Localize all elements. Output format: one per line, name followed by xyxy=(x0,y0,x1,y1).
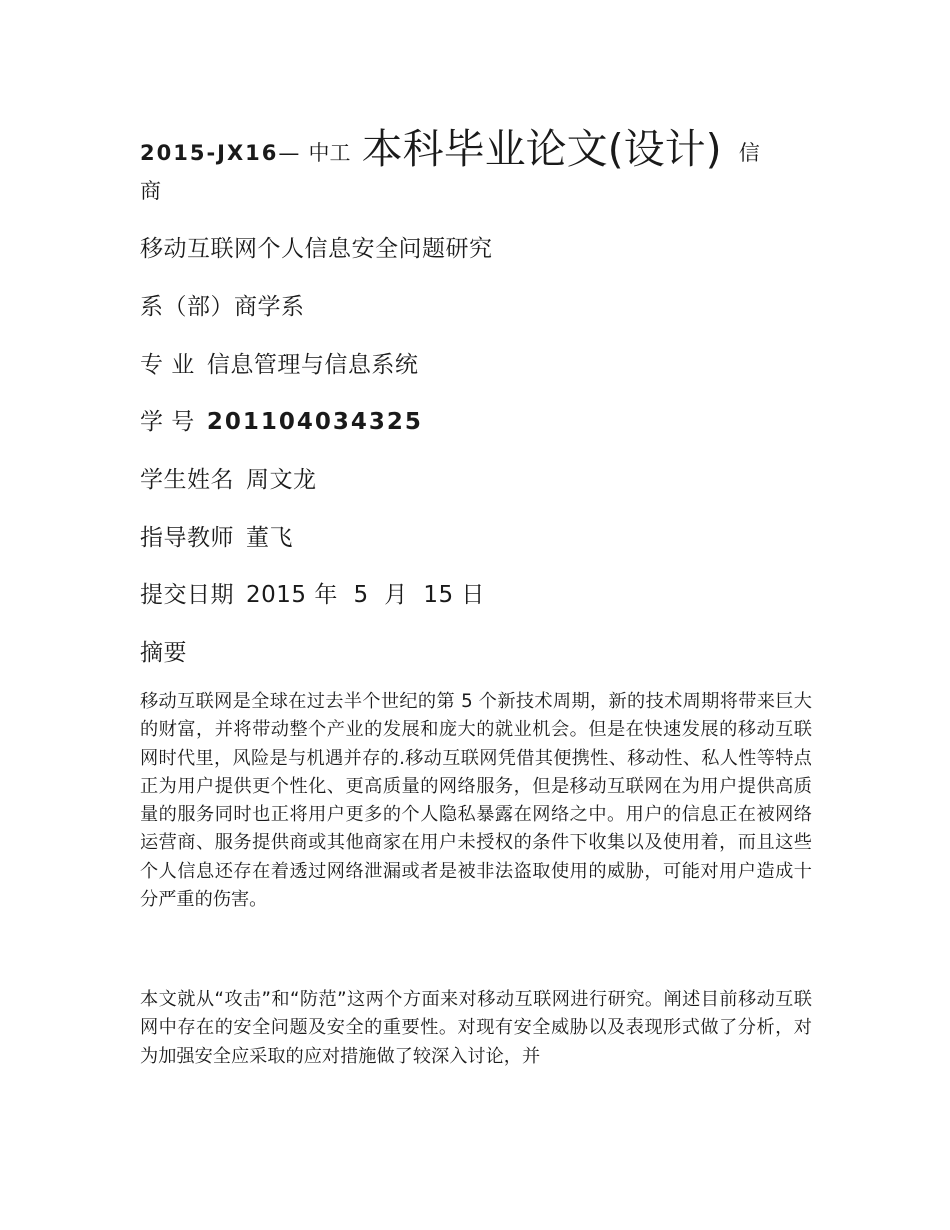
major-value: 信息管理与信息系统 xyxy=(206,352,419,378)
cover-title-line xyxy=(140,116,820,175)
title-prefix: 中工 xyxy=(308,141,351,165)
student-name-label: 学生姓名 xyxy=(140,467,234,493)
student-number-value: 201104034325 xyxy=(206,409,423,435)
advisor-label: 指导教师 xyxy=(140,525,234,551)
student-name-row xyxy=(140,461,317,494)
department-row xyxy=(140,288,305,321)
title-suffix: 信 xyxy=(738,141,760,165)
title-suffix-wrap: 商 xyxy=(140,179,161,203)
advisor-value: 董飞 xyxy=(246,525,293,551)
thesis-title: 移动互联网个人信息安全问题研究 xyxy=(140,236,493,262)
submit-date-label: 提交日期 xyxy=(140,582,234,608)
major-label: 专 业 xyxy=(140,352,195,378)
submit-date-row xyxy=(140,576,485,609)
department-value: 商学系 xyxy=(234,294,305,320)
student-number-row xyxy=(140,403,423,436)
abstract-paragraph-1: 移动互联网是全球在过去半个世纪的第 5 个新技术周期，新的技术周期将带来巨大的财富，并将带动整个产业的发展和庞大的就业机会。但是在快速发展的移动互联网时代里，风险是与机遇并存的.移动互联网凭借其便携性、移动性、私人性等特点正为用户提供更个性化、更高质量的网络服务，但是移动互联网在为用户提供高质量的服务同时也正将用户更多的个人隐私暴露在网络之中。用户的信息正在被网络运营商、服务提供商或其他商家在用户未授权的条件下收集以及使用着，而且这些个人信息还存在着透过网络泄漏或者是被非法盗取使用的威胁，可能对用户造成十分严重的伤害。 xyxy=(140,691,812,911)
title-dash: — xyxy=(278,141,300,165)
main-title: 本科毕业论文(设计) xyxy=(361,125,722,173)
student-number-label: 学 号 xyxy=(140,409,195,435)
submit-date-value: 2015 年 5 月 15 日 xyxy=(246,582,485,608)
major-row xyxy=(140,346,418,379)
department-label: 系（部） xyxy=(140,294,234,320)
abstract-paragraph-2: 本文就从“攻击”和“防范”这两个方面来对移动互联网进行研究。阐述目前移动互联网中存在的安全问题及安全的重要性。对现有安全威胁以及表现形式做了分析，对为加强安全应采取的应对措施做了较深入讨论，并 xyxy=(140,989,812,1067)
student-name-value: 周文龙 xyxy=(246,467,317,493)
document-code: 2015-JX16 xyxy=(140,141,279,165)
abstract-heading: 摘要 xyxy=(140,640,187,666)
advisor-row xyxy=(140,519,293,552)
